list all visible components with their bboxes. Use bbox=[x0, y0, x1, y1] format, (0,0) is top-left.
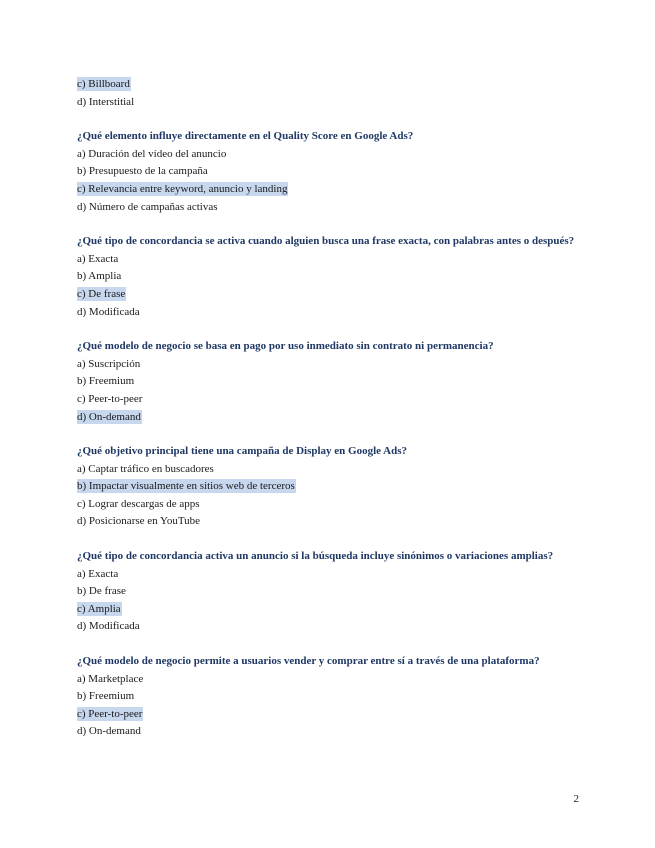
question-text: ¿Qué tipo de concordancia activa un anuncio si la búsqueda incluye sinónimos o variaciones amplias? bbox=[77, 550, 554, 563]
question-block bbox=[77, 653, 577, 741]
answer-option-highlighted bbox=[77, 286, 577, 304]
answer-option-text: c) Relevancia entre keyword, anuncio y landing bbox=[77, 182, 288, 195]
answer-option-text: d) Interstitial bbox=[77, 95, 135, 108]
answer-option-highlighted bbox=[77, 409, 577, 427]
answer-option bbox=[77, 146, 577, 164]
answer-option-text: b) Impactar visualmente en sitios web de terceros bbox=[77, 480, 295, 493]
answer-option-text: c) Lograr descargas de apps bbox=[77, 497, 200, 510]
answer-option-text: b) Presupuesto de la campaña bbox=[77, 165, 208, 178]
question-text: ¿Qué objetivo principal tiene una campaña de Display en Google Ads? bbox=[77, 445, 408, 458]
answer-option-highlighted bbox=[77, 478, 577, 496]
answer-option bbox=[77, 268, 577, 286]
answer-option-text: c) De frase bbox=[77, 287, 126, 300]
answer-option-text: b) Amplia bbox=[77, 270, 122, 283]
answer-option-highlighted bbox=[77, 706, 577, 724]
answer-option-text: b) De frase bbox=[77, 585, 126, 598]
answer-option bbox=[77, 688, 577, 706]
answer-option bbox=[77, 583, 577, 601]
answer-option-text: a) Exacta bbox=[77, 252, 119, 265]
answer-option bbox=[77, 496, 577, 514]
answer-option bbox=[77, 723, 577, 741]
answer-option-text: b) Freemium bbox=[77, 690, 135, 703]
question-block bbox=[77, 548, 577, 636]
question-text: ¿Qué elemento influye directamente en el Quality Score en Google Ads? bbox=[77, 130, 414, 143]
answer-option bbox=[77, 304, 577, 322]
leading-options-block bbox=[77, 76, 577, 111]
answer-option-text: a) Marketplace bbox=[77, 672, 144, 685]
answer-option-text: d) Modificada bbox=[77, 620, 140, 633]
quiz-content bbox=[77, 76, 577, 741]
question-block bbox=[77, 128, 577, 216]
answer-option-text: a) Exacta bbox=[77, 567, 119, 580]
answer-option-text: c) Peer-to-peer bbox=[77, 392, 143, 405]
question-block bbox=[77, 338, 577, 426]
answer-option bbox=[77, 566, 577, 584]
answer-option bbox=[77, 94, 577, 112]
answer-option-text: a) Duración del vídeo del anuncio bbox=[77, 147, 227, 160]
answer-option-text: d) On-demand bbox=[77, 725, 141, 738]
answer-option-text: d) Modificada bbox=[77, 305, 140, 318]
answer-option-text: c) Amplia bbox=[77, 602, 121, 615]
answer-option bbox=[77, 461, 577, 479]
answer-option bbox=[77, 356, 577, 374]
answer-option-text: b) Freemium bbox=[77, 375, 135, 388]
answer-option-text: a) Captar tráfico en buscadores bbox=[77, 462, 214, 475]
answer-option-highlighted bbox=[77, 76, 577, 94]
answer-option bbox=[77, 618, 577, 636]
answer-option bbox=[77, 373, 577, 391]
question-text: ¿Qué modelo de negocio se basa en pago por uso inmediato sin contrato ni permanencia? bbox=[77, 340, 494, 353]
question-block bbox=[77, 233, 577, 321]
answer-option-text: c) Billboard bbox=[77, 78, 130, 90]
page-number: 2 bbox=[573, 793, 579, 805]
answer-option-text: d) Posicionarse en YouTube bbox=[77, 515, 201, 528]
answer-option-text: a) Suscripción bbox=[77, 357, 141, 370]
answer-option bbox=[77, 513, 577, 531]
question-text: ¿Qué tipo de concordancia se activa cuando alguien busca una frase exacta, con palabras antes o después? bbox=[77, 235, 575, 248]
answer-option bbox=[77, 199, 577, 217]
answer-option-text: d) Número de campañas activas bbox=[77, 200, 218, 213]
answer-option bbox=[77, 163, 577, 181]
answer-option-text: c) Peer-to-peer bbox=[77, 707, 143, 720]
answer-option bbox=[77, 251, 577, 269]
answer-option bbox=[77, 671, 577, 689]
answer-option-text: d) On-demand bbox=[77, 410, 141, 423]
question-text: ¿Qué modelo de negocio permite a usuarios vender y comprar entre sí a través de una plataforma? bbox=[77, 655, 540, 668]
question-block bbox=[77, 443, 577, 531]
answer-option bbox=[77, 391, 577, 409]
answer-option-highlighted bbox=[77, 181, 577, 199]
answer-option-highlighted bbox=[77, 601, 577, 619]
